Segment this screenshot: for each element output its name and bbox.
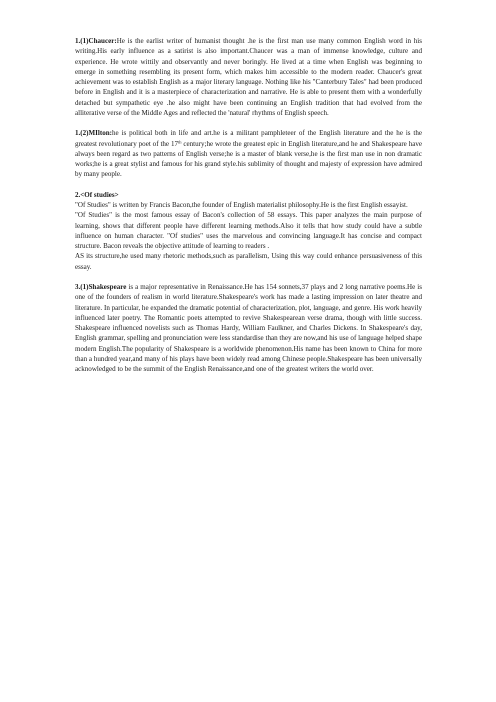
paragraph-of-studies-3: AS its structure,he used many rhetoric methods,such as parallelism, Using this way could enhance persuasiveness of this essay.	[75, 252, 422, 271]
paragraph-of-studies-1: "Of Studies" is written by Francis Bacon,the founder of English materialist philosophy.He is the first English essayist.	[75, 201, 408, 209]
paragraph-chaucer	[75, 36, 422, 118]
paragraph-text: is a major representative in Renaissance.He has 154 sonnets,37 plays and 2 long narrative poems.He is one of the founders of realism in world literature.Shakespeare's work has made a lasting impression on later theatre and literature. In particular, he expanded the dramatic potential of characterization, plot, language, and genre. His work heavily influenced later poetry. The Romantic poets attempted to revive Shakespearean verse drama, though with little success. Shakespeare influenced novelists such as Thomas Hardy, William Faulkner, and Charles Dickens. In Shakespeare's day, English grammar, spelling and pronunciation were less standardise than they are now,and his use of language helped shape modern English.The popularity of Shakespeare is a worldwide phenomenon.His name has been known to China for more than a hundred year,and many of his plays have been widely read among Chinese people.Shakespeare has been universally acknowledged to be the summit of the English Renaissance,and one of the greatest writers the world over.	[75, 283, 422, 373]
section-of-studies	[75, 190, 422, 272]
paragraph-of-studies-2: "Of Studies" is the most famous essay of Bacon's collection of 58 essays. This paper analyzes the main purpose of learning, shows that different people have different learning methods.Also it tells that how study could have a subtle influence on human character. "Of studies" uses the marvelous and convincing language.It has concise and compact structure. Bacon reveals the objective attitude of learning to readers .	[75, 211, 422, 250]
section-shakespeare	[75, 282, 422, 374]
paragraph-milton	[75, 128, 422, 179]
paragraph-text: he is political both in life and art.he is a militant pamphleteer of the English literature and the he is the greatest revolutionary poet of the 17	[75, 129, 422, 148]
section-lead-chaucer: 1.(1)Chaucer:	[75, 37, 117, 45]
paragraph-text: century;he wrote the greatest epic in English literature,and he and Shakespeare have always been regard as two patterns of English verse;he is a master of blank verse,he is the first man use in non dramatic works;he is a great stylist and famous for his grand style.his sublimity of thought and majesty of expression have admired by many people.	[75, 139, 422, 179]
section-heading-of-studies: 2.<Of studies>	[75, 190, 119, 199]
section-chaucer	[75, 36, 422, 118]
document-body	[75, 36, 422, 385]
paragraph-shakespeare	[75, 282, 422, 374]
section-lead-shakespeare: 3.(1)Shakespeare	[75, 283, 127, 291]
section-milton	[75, 128, 422, 179]
section-lead-milton: 1.(2)MIlton:	[75, 129, 112, 138]
superscript-th: th	[178, 139, 182, 144]
paragraph-text: He is the earlist writer of humanist thought .he is the first man use many common English word in his writing.His early influence as a satirist is also important.Chaucer was a man of immense knowledge, culture and experience. He wrote wittily and observantly and never boringly. He lived at a time when English was beginning to emerge in something resembling its present form, which makes him accessible to the modern reader. Chaucer's great achievement was to establish English as a major literary language. Nothing like his "Canterbury Tales" had been produced before in English and it is a masterpiece of characterization and narrative. He is able to present them with a wonderfully detached but sympathetic eye .he also might have been continuing an English tradition that had evolved from the alliterative verse of the Middle Ages and reflected the 'natural' rhythms of English speech.	[75, 37, 422, 117]
